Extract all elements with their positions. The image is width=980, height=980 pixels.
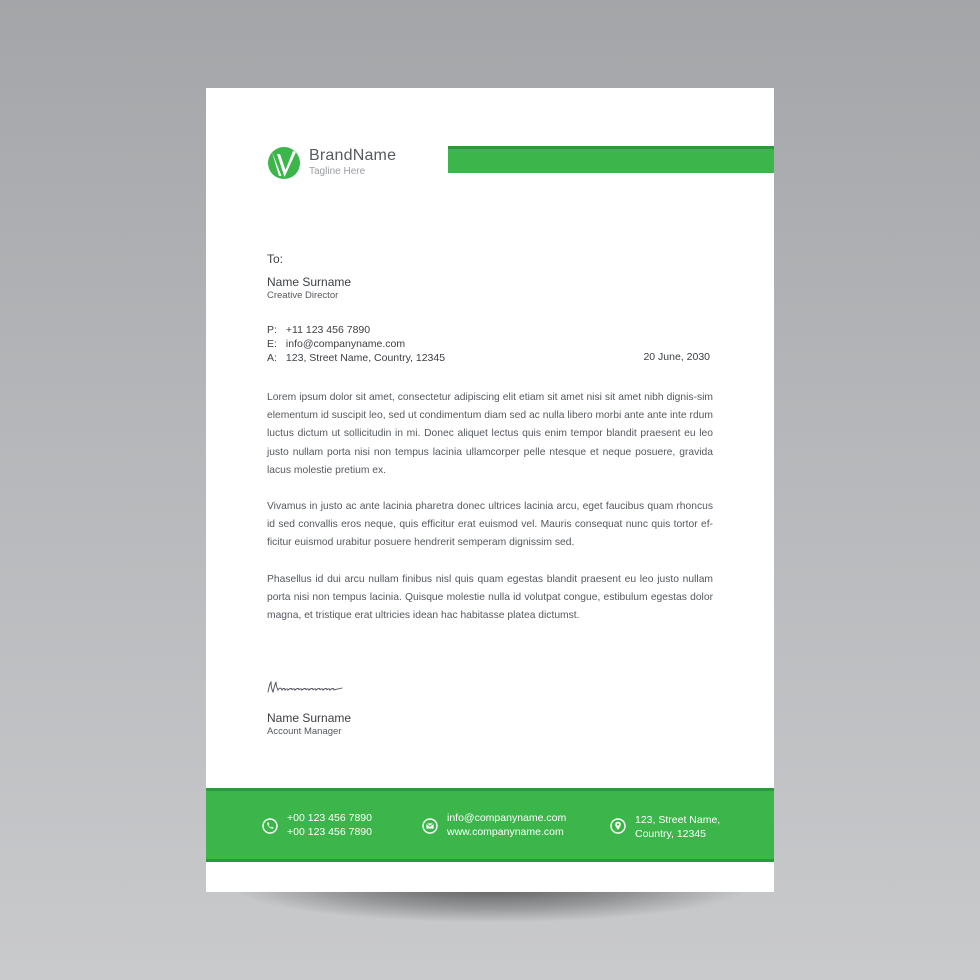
contact-phone: +11 123 456 7890 xyxy=(285,324,371,336)
footer-email-block xyxy=(447,812,566,839)
body-paragraph: Phasellus id dui arcu nullam finibus nisl quis quam egestas blandit praesent eu leo justo nullam porta nisi non tempus lacinia. Quisque molestie nulla id volutpat congue, estibulum egestas dolor magna, et tristique erat ultricies idean hac habitasse platea dictumst. xyxy=(267,574,713,622)
contact-address-row xyxy=(267,352,445,364)
sender-title: Account Manager xyxy=(267,726,342,737)
email-icon xyxy=(422,818,438,834)
footer-phone-2: +00 123 456 7890 xyxy=(287,825,372,838)
letterhead-page xyxy=(206,88,774,892)
body-paragraph: Lorem ipsum dolor sit amet, consectetur adipiscing elit etiam sit amet nisi sit amet nibh dignis-sim elementum id suscipit leo, sed ut condimentum diam sed ac nulla libero morbi ante ante inte rdum luctus dictum ut sollicitudin in mi. Donec aliquet lectus quis enim tempor blandit praesent eu leo justo nullam porta nisi non tempus lacinia ullamcorper pelle ntesque et neque posuere, gravida lacus molestie pretium ex. xyxy=(267,392,713,476)
footer-address-2: Country, 12345 xyxy=(635,827,707,840)
email-label: E: xyxy=(267,338,277,350)
to-label: To: xyxy=(267,252,284,266)
header-accent-bar xyxy=(448,146,774,173)
contact-email-row xyxy=(267,338,405,350)
footer-phone-block xyxy=(287,812,372,839)
footer-bar xyxy=(206,788,774,862)
phone-icon xyxy=(262,818,278,834)
recipient-title: Creative Director xyxy=(267,290,339,301)
footer-address-1: 123, Street Name, xyxy=(635,814,721,826)
address-label: A: xyxy=(267,352,277,364)
brand-tagline: Tagline Here xyxy=(309,166,366,177)
contact-address: 123, Street Name, Country, 12345 xyxy=(285,352,446,364)
contact-email: info@companyname.com xyxy=(285,338,406,350)
footer-address-block xyxy=(635,814,720,841)
contact-phone-row xyxy=(267,324,370,336)
footer-email: info@companyname.com xyxy=(447,812,567,824)
sender-name: Name Surname xyxy=(267,711,352,725)
brand-name: BrandName xyxy=(309,147,397,164)
footer-website: www.companyname.com xyxy=(447,825,564,838)
letter-date: 20 June, 2030 xyxy=(643,351,710,363)
brand-logo-icon xyxy=(267,146,301,180)
location-pin-icon xyxy=(610,818,626,834)
body-paragraph: Vivamus in justo ac ante lacinia pharetra donec ultrices lacinia arcu, eget faucibus quam rhoncus id sed convallis eros neque, quis efficitur erat euismod vel. Mauris consequat nunc quis tortor ef-ficitur euismod urabitur posuere hendrerit semperam dignissim sed. xyxy=(267,501,713,549)
footer-phone-1: +00 123 456 7890 xyxy=(287,812,372,824)
handwritten-signature xyxy=(266,679,346,695)
phone-label: P: xyxy=(267,324,277,336)
recipient-name: Name Surname xyxy=(267,275,352,289)
paper-shadow xyxy=(200,885,780,935)
